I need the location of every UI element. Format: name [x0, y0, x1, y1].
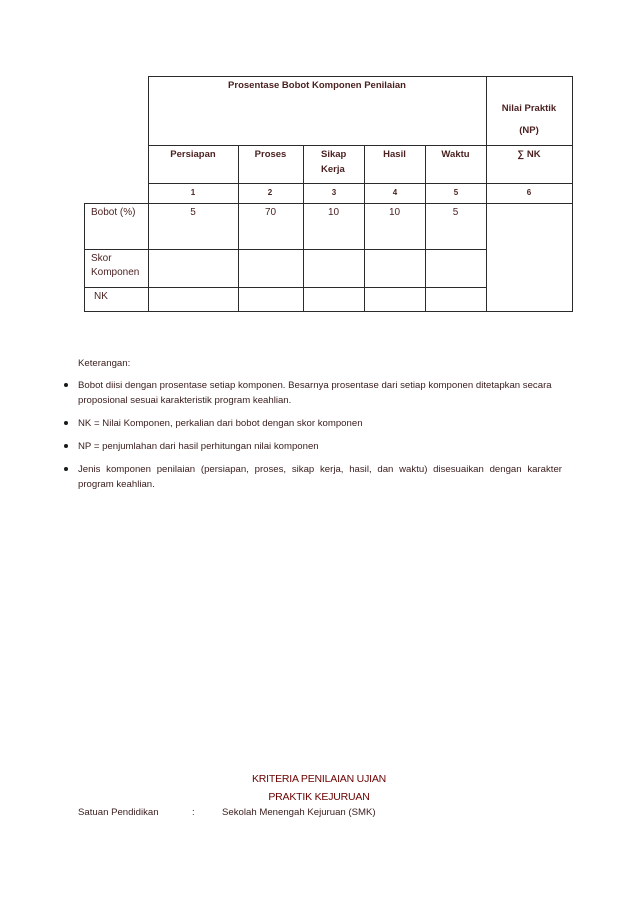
bullet-icon [64, 444, 68, 448]
bobot-value: 5 [452, 207, 459, 218]
field-value: Sekolah Menengah Kejuruan (SMK) [222, 807, 376, 818]
col-number: 1 [190, 188, 196, 197]
field-label: Satuan Pendidikan [78, 807, 159, 818]
table-rule [148, 183, 573, 184]
table-border-top [148, 76, 573, 77]
note-item-1-line1: Bobot diisi dengan prosentase setiap komponen. Besarnya prosentase dari setiap komponen ditetapkan secara [78, 380, 552, 391]
note-item-2: NK = Nilai Komponen, perkalian dari bobot dengan skor komponen [78, 418, 363, 429]
table-rule [303, 145, 304, 312]
col-number: 3 [331, 188, 337, 197]
note-item-1-line2: proposional sesuai karakteristik program keahlian. [78, 395, 292, 406]
bobot-value: 70 [264, 207, 277, 218]
col-sikap-line2: Kerja [321, 164, 345, 175]
np-header-line1: Nilai Praktik [501, 103, 557, 114]
bobot-value: 10 [388, 207, 401, 218]
table-rule [148, 76, 149, 312]
col-hasil: Hasil [383, 149, 406, 160]
note-item-4-line2: program keahlian. [78, 479, 155, 490]
table-rule [84, 203, 573, 204]
field-colon: : [192, 807, 195, 818]
table-border-left [84, 203, 85, 312]
table-rule [148, 145, 573, 146]
bullet-icon [64, 467, 68, 471]
table-border-right [572, 76, 573, 312]
col-proses: Proses [254, 149, 287, 160]
bobot-value: 5 [190, 207, 196, 218]
col-persiapan: Persiapan [170, 149, 216, 160]
note-item-4-line1: Jenis komponen penilaian (persiapan, proses, sikap kerja, hasil, dan waktu) disesuaikan dengan karakter [78, 464, 562, 475]
col-number: 4 [392, 188, 398, 197]
col-waktu: Waktu [441, 149, 470, 160]
group-header: Prosentase Bobot Komponen Penilaian [228, 80, 406, 91]
col-sum-nk: ∑ NK [517, 149, 541, 160]
table-rule [364, 145, 365, 312]
table-rule [425, 145, 426, 312]
row-label-skor-line2: Komponen [91, 267, 140, 278]
col-number: 6 [526, 188, 532, 197]
bullet-icon [64, 421, 68, 425]
col-sikap-line1: Sikap [321, 149, 347, 160]
row-label-bobot: Bobot (%) [91, 207, 136, 218]
footer-title-line1: KRITERIA PENILAIAN UJIAN [251, 773, 387, 785]
bullet-icon [64, 383, 68, 387]
col-number: 5 [453, 188, 459, 197]
notes-heading: Keterangan: [78, 358, 131, 369]
col-number: 2 [267, 188, 273, 197]
footer-title-line2: PRAKTIK KEJURUAN [268, 791, 370, 803]
row-label-skor-line1: Skor [91, 253, 112, 264]
note-item-3: NP = penjumlahan dari hasil perhitungan nilai komponen [78, 441, 319, 452]
np-header-line2: (NP) [519, 125, 539, 136]
row-label-nk: NK [94, 291, 108, 302]
bobot-value: 10 [327, 207, 340, 218]
table-rule [84, 287, 487, 288]
table-rule [238, 145, 239, 312]
table-rule [84, 249, 487, 250]
table-border-bottom [84, 311, 573, 312]
